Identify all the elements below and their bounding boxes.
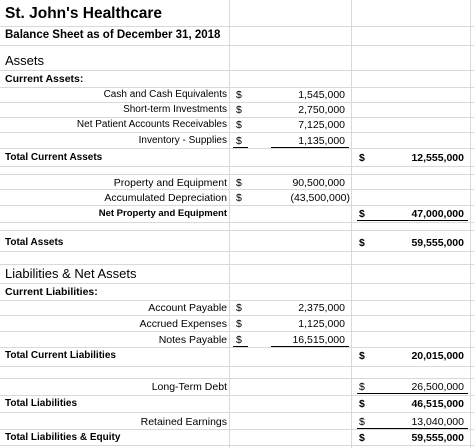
currency-symbol: $	[236, 334, 242, 346]
cash-amount: 1,545,000	[298, 89, 345, 101]
currency-symbol: $	[359, 398, 365, 410]
underline	[233, 346, 248, 347]
total-current-assets-amount: 12,555,000	[411, 152, 464, 164]
currency-symbol: $	[236, 302, 242, 314]
underline	[233, 147, 248, 148]
currency-symbol: $	[359, 432, 365, 444]
account-payable-label: Account Payable	[148, 302, 227, 314]
currency-symbol: $	[236, 119, 242, 131]
currency-symbol: $	[236, 135, 242, 147]
grid-row-line	[0, 102, 474, 103]
total-assets-amount: 59,555,000	[411, 237, 464, 249]
grid-row-line	[0, 117, 474, 118]
company-title: St. John's Healthcare	[5, 5, 163, 22]
long-term-debt-amount: 26,500,000	[411, 381, 464, 393]
accumulated-depreciation-label: Accumulated Depreciation	[104, 192, 227, 204]
total-liabilities-equity-amount: 59,555,000	[411, 432, 464, 444]
currency-symbol: $	[359, 350, 365, 362]
grid-row-line	[0, 166, 474, 167]
grid-row-line	[0, 26, 474, 27]
grid-row-line	[0, 264, 474, 265]
account-payable-amount: 2,375,000	[298, 302, 345, 314]
property-equipment-label: Property and Equipment	[113, 177, 227, 189]
total-liabilities-amount: 46,515,000	[411, 398, 464, 410]
total-current-liabilities-label: Total Current Liabilities	[5, 350, 116, 361]
total-liabilities-label: Total Liabilities	[5, 398, 78, 409]
notes-payable-label: Notes Payable	[158, 334, 227, 346]
currency-symbol: $	[236, 104, 242, 116]
underline	[271, 346, 349, 347]
currency-symbol: $	[359, 208, 365, 220]
grid-row-line	[0, 395, 474, 396]
currency-symbol: $	[236, 177, 242, 189]
total-current-assets-label: Total Current Assets	[5, 152, 103, 163]
receivables-label: Net Patient Accounts Receivables	[76, 119, 227, 130]
grid-row-line	[0, 331, 474, 332]
grid-row-line	[0, 366, 474, 367]
grid-row-line	[0, 283, 474, 284]
accumulated-depreciation-amount: (43,500,000)	[290, 192, 350, 204]
retained-earnings-amount: 13,040,000	[411, 416, 464, 428]
underline	[357, 220, 468, 221]
grid-row-line	[0, 174, 474, 175]
accrued-expenses-label: Accrued Expenses	[139, 318, 227, 330]
underline	[271, 147, 349, 148]
grid-column-line	[470, 0, 471, 448]
currency-symbol: $	[236, 89, 242, 101]
net-property-amount: 47,000,000	[411, 208, 464, 220]
grid-column-line	[351, 0, 352, 448]
underline	[357, 428, 468, 429]
grid-row-line	[0, 315, 474, 316]
inventory-amount: 1,135,000	[298, 135, 345, 147]
grid-row-line	[0, 87, 474, 88]
current-liabilities-heading: Current Liabilities:	[5, 286, 98, 298]
grid-row-line	[0, 230, 474, 231]
currency-symbol: $	[236, 192, 242, 204]
currency-symbol: $	[236, 318, 242, 330]
grid-row-line	[0, 412, 474, 413]
grid-row-line	[0, 378, 474, 379]
currency-symbol: $	[359, 237, 365, 249]
accrued-expenses-amount: 1,125,000	[298, 318, 345, 330]
grid-row-line	[0, 70, 474, 71]
notes-payable-amount: 16,515,000	[292, 334, 345, 346]
grid-row-line	[0, 205, 474, 206]
grid-row-line	[0, 251, 474, 252]
inventory-label: Inventory - Supplies	[138, 135, 227, 146]
total-current-liabilities-amount: 20,015,000	[411, 350, 464, 362]
net-property-label: Net Property and Equipment	[98, 208, 227, 219]
total-assets-label: Total Assets	[5, 237, 64, 248]
liabilities-heading: Liabilities & Net Assets	[5, 266, 137, 281]
cash-label: Cash and Cash Equivalents	[103, 89, 227, 100]
receivables-amount: 7,125,000	[298, 119, 345, 131]
total-liabilities-equity-label: Total Liabilities & Equity	[5, 432, 121, 443]
grid-row-line	[0, 300, 474, 301]
currency-symbol: $	[359, 416, 365, 428]
grid-row-line	[0, 148, 474, 149]
current-assets-heading: Current Assets:	[5, 73, 84, 85]
grid-row-line	[0, 347, 474, 348]
long-term-debt-label: Long-Term Debt	[151, 381, 227, 393]
short-term-investments-amount: 2,750,000	[298, 104, 345, 116]
currency-symbol: $	[359, 381, 365, 393]
property-equipment-amount: 90,500,000	[292, 177, 345, 189]
short-term-investments-label: Short-term Investments	[123, 104, 227, 115]
sheet-subtitle: Balance Sheet as of December 31, 2018	[5, 29, 221, 41]
grid-row-line	[0, 222, 474, 223]
grid-row-line	[0, 429, 474, 430]
assets-heading: Assets	[5, 53, 45, 68]
grid-row-line	[0, 445, 474, 446]
grid-column-line	[229, 0, 230, 448]
retained-earnings-label: Retained Earnings	[140, 416, 227, 428]
currency-symbol: $	[359, 152, 365, 164]
grid-row-line	[0, 189, 474, 190]
grid-row-line	[0, 132, 474, 133]
grid-row-line	[0, 45, 474, 46]
underline	[357, 393, 468, 394]
